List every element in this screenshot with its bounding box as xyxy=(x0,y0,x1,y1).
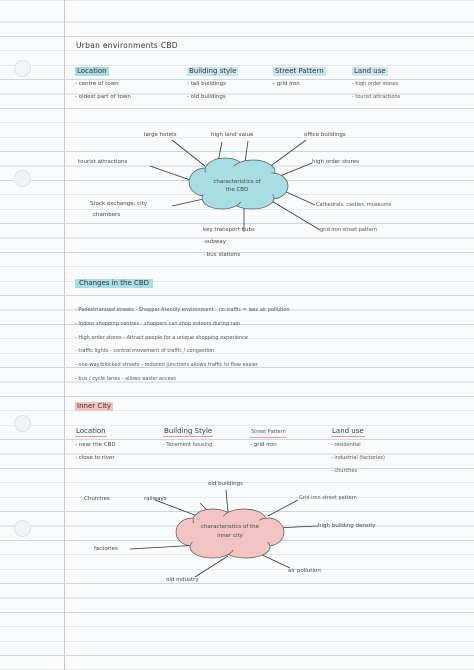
changes-item: - bus / cycle lanes - allows easier access xyxy=(75,376,176,382)
cbd-branch-grid: grid iron street pattern xyxy=(320,227,378,233)
inner-branch-churches: Churches xyxy=(84,496,110,502)
inner-branch-air: air pollution xyxy=(288,568,321,574)
inner-building-item: - Tenement housing xyxy=(163,442,213,448)
changes-item: - High order stores - Attract people for a unique shopping experience xyxy=(75,335,248,341)
inner-branch-industry: old industry xyxy=(166,577,199,583)
cbd-branch-hotels: large hotels xyxy=(144,132,177,138)
cbd-branch-offices: office buildings xyxy=(304,132,346,138)
cbd-branch-land-value: high land value xyxy=(211,132,254,138)
inner-street-item: - grid iron xyxy=(250,442,277,448)
cbd-building-style-heading: Building style xyxy=(189,67,237,75)
inner-branch-grid: Grid iron street pattern xyxy=(299,495,357,501)
cbd-branch-stores: high order stores xyxy=(312,159,359,165)
inner-location-heading: Location xyxy=(76,427,106,435)
inner-land-use-item: - residential xyxy=(331,442,361,448)
changes-item: - Pedestrianised streets - Shopper-friendly environment - no traffic = less air pollution xyxy=(75,307,290,313)
inner-location-item: - near the CBD xyxy=(75,442,116,448)
inner-location-item: - close to river xyxy=(75,455,115,461)
inner-center-line: characteristics of the xyxy=(200,524,260,530)
cbd-land-use-item: - high order stores xyxy=(352,81,399,87)
cbd-street-item: - grid iron xyxy=(273,81,300,87)
cbd-land-use-heading: Land use xyxy=(354,67,386,75)
cbd-branch-stock: Stock exchange, city xyxy=(90,201,148,207)
cbd-land-use-item: - tourist attractions xyxy=(352,94,401,100)
inner-branch-density: high building density xyxy=(318,523,376,529)
changes-item: - Indoor shopping centres - shoppers can shop indoors during rain xyxy=(75,321,241,327)
inner-land-use-item: - churches xyxy=(331,468,358,474)
cbd-branch-transport: key transport hubs xyxy=(203,227,255,233)
changes-heading: Changes in the CBD xyxy=(75,279,153,288)
cbd-building-item: - tall buildings xyxy=(187,81,226,87)
cbd-location-item: - centre of town xyxy=(75,81,119,87)
cbd-location-heading: Location xyxy=(77,67,107,75)
inner-building-style-heading: Building Style xyxy=(164,427,213,435)
page-title: Urban environments CBD xyxy=(76,41,178,50)
cbd-branch-subway: -subway xyxy=(203,239,226,245)
inner-street-pattern-heading: Street Pattern xyxy=(250,428,287,438)
cbd-mindmap-center xyxy=(197,178,277,194)
cbd-street-pattern-heading: Street Pattern xyxy=(275,67,324,75)
inner-mindmap-center xyxy=(186,523,274,541)
cbd-building-item: - old buildings xyxy=(187,94,226,100)
cbd-center-line: characteristics of xyxy=(213,179,261,185)
inner-branch-factories: factories xyxy=(94,546,118,552)
cbd-center-line: the CBD xyxy=(225,187,249,193)
changes-item: - one-way/blocked streets - reduced junctions allows traffic to flow easier xyxy=(75,362,258,368)
inner-land-use-item: - industrial (factories) xyxy=(331,455,385,461)
cbd-branch-tourist: tourist attractions xyxy=(78,159,128,165)
cbd-location-item: - oldest part of town xyxy=(75,94,131,100)
inner-city-heading: Inner City xyxy=(77,402,112,410)
changes-item: - traffic lights - control movement of traffic / congestion xyxy=(75,348,215,354)
inner-branch-railways: railways xyxy=(144,496,167,502)
inner-branch-old-buildings: old buildings xyxy=(208,481,244,487)
cbd-branch-stock-2: chambers xyxy=(93,212,121,218)
inner-center-line: inner city xyxy=(217,533,243,539)
inner-land-use-heading: Land use xyxy=(332,427,364,435)
cbd-branch-culture: Cathedrals, castles, museums xyxy=(316,202,392,208)
cbd-branch-bus: - bus stations xyxy=(203,252,241,258)
